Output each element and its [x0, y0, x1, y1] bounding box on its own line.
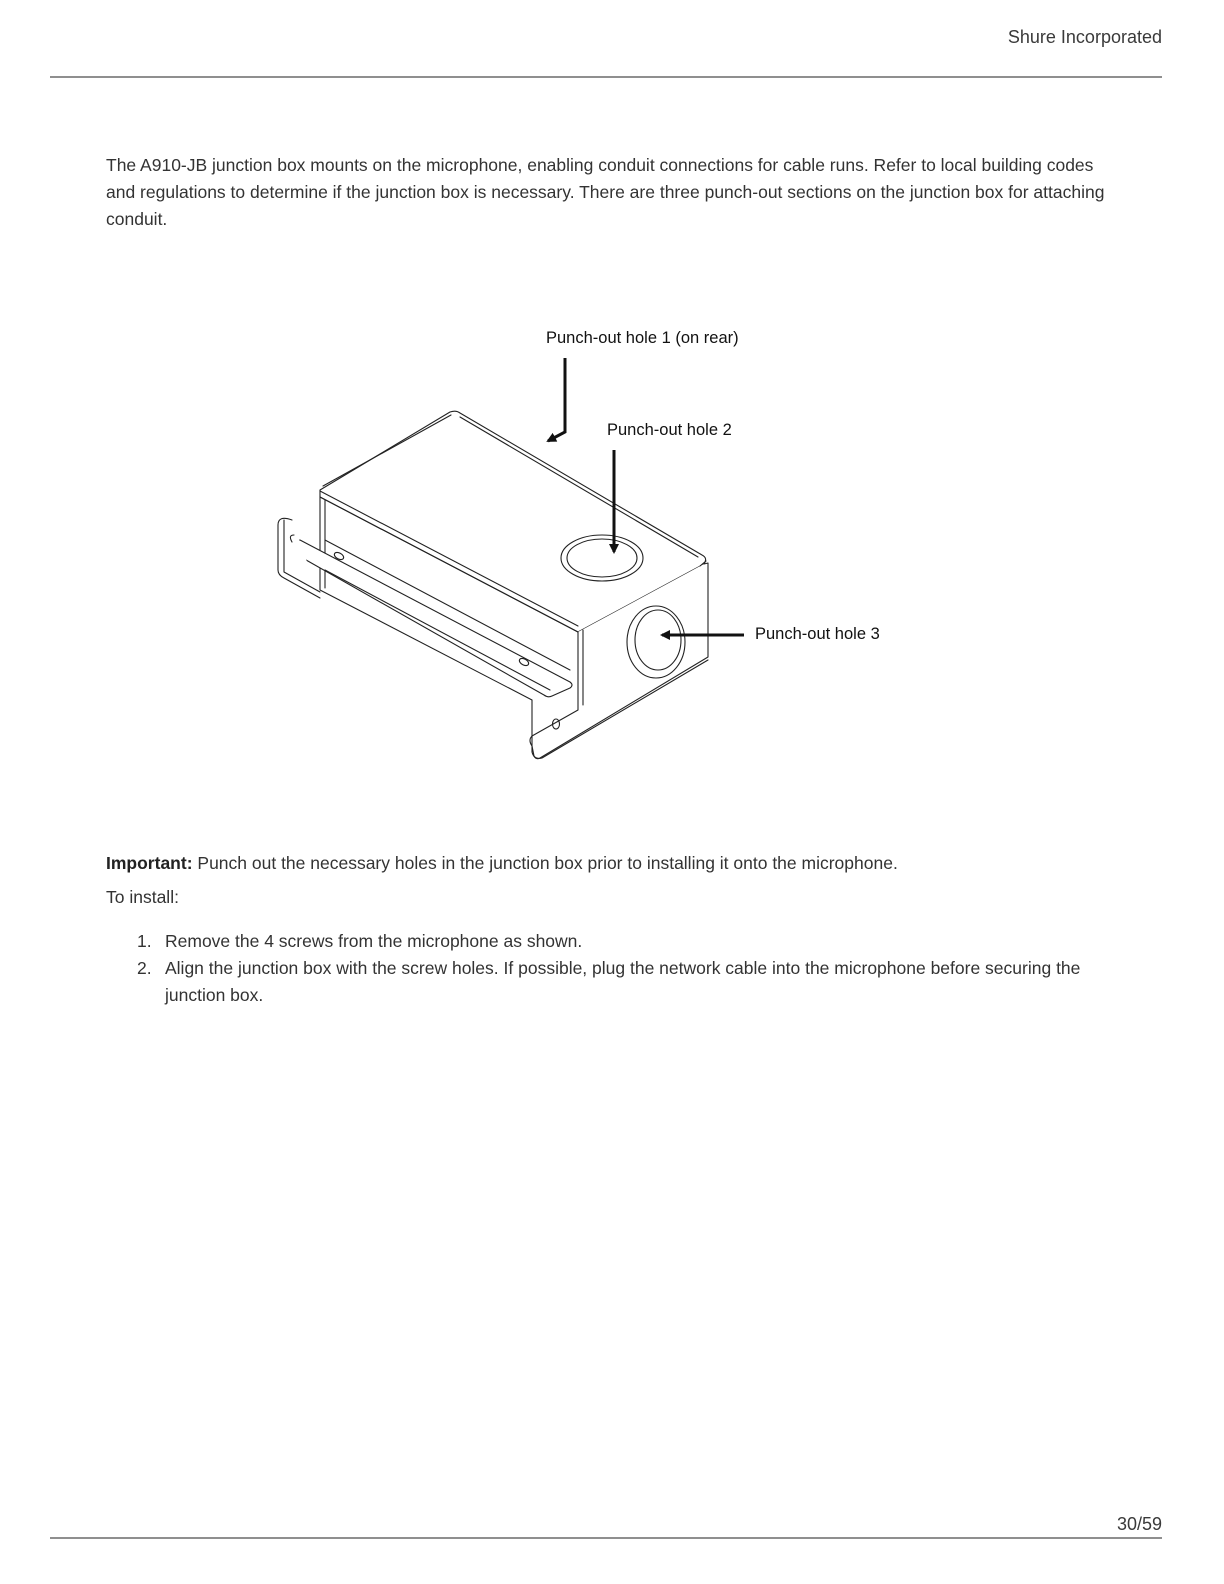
install-step: [106, 955, 1116, 1009]
important-note: [106, 850, 1116, 876]
important-text: Punch out the necessary holes in the junction box prior to installing it onto the microphone.: [192, 853, 898, 873]
intro-paragraph: The A910-JB junction box mounts on the microphone, enabling conduit connections for cable runs. Refer to local building codes and regulations to determine if the junction box is necessary. There are three punch-out sections on the junction box for attaching conduit.: [106, 155, 1105, 229]
install-step: [106, 928, 1116, 955]
callout-label-hole-1: Punch-out hole 1 (on rear): [546, 329, 739, 347]
callout-label-hole-3: Punch-out hole 3: [755, 625, 880, 643]
junction-box-figure: [270, 320, 910, 770]
step-number: 1.: [137, 931, 152, 951]
callout-arrow-hole-1: [548, 358, 565, 441]
junction-box-illustration: [270, 320, 910, 770]
footer-divider: [50, 1537, 1162, 1539]
step-number: 2.: [137, 958, 152, 978]
header-divider: [50, 76, 1162, 78]
company-name: Shure Incorporated: [1007, 27, 1162, 47]
install-intro: To install:: [106, 887, 179, 907]
step-text: Align the junction box with the screw holes. If possible, plug the network cable into the microphone before securing the junction box.: [165, 958, 1081, 1005]
junction-box-drawing: [278, 411, 708, 758]
callout-label-hole-2: Punch-out hole 2: [607, 421, 732, 439]
important-label: Important:: [106, 853, 193, 873]
install-steps-list: [106, 928, 1116, 1009]
page-number: 30/59: [1116, 1514, 1162, 1534]
step-text: Remove the 4 screws from the microphone as shown.: [165, 931, 583, 951]
